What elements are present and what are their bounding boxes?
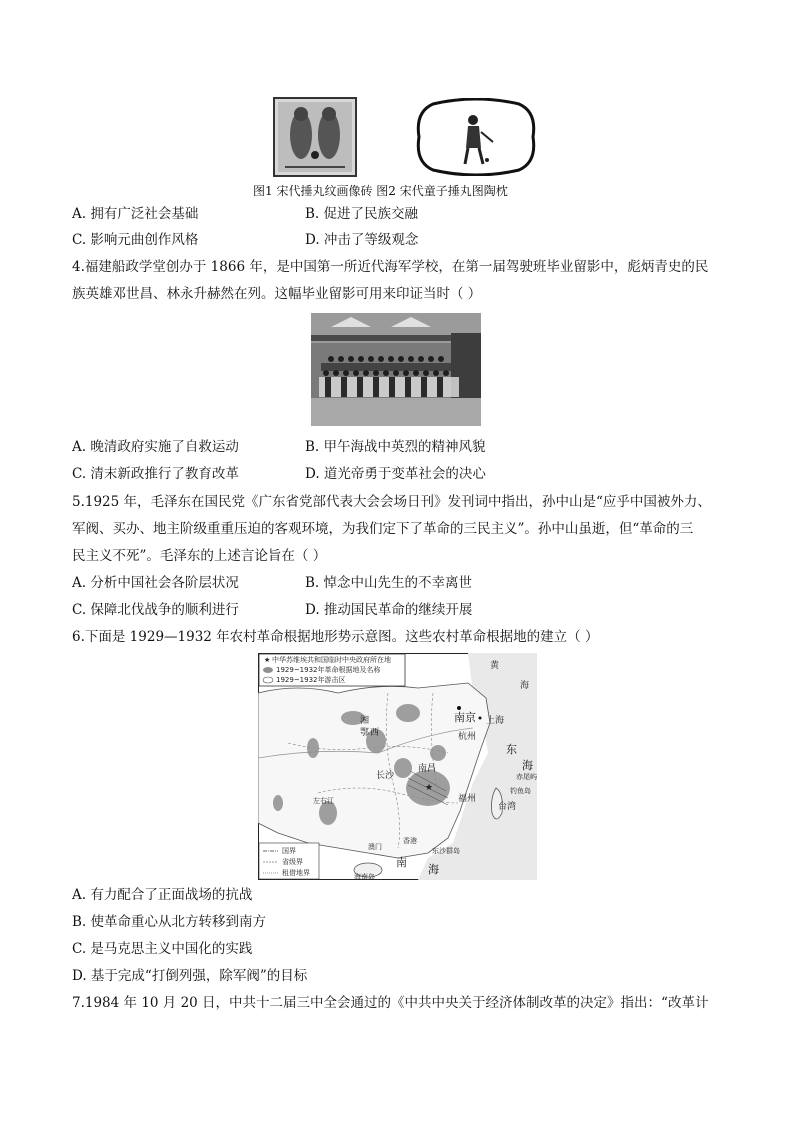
q5-option-d: D. 推动国民革命的继续开展 bbox=[305, 602, 473, 618]
shanghai-dot bbox=[479, 717, 482, 720]
figures-caption: 图1 宋代捶丸纹画像砖 图2 宋代童子捶丸图陶枕 bbox=[253, 184, 508, 198]
q4-option-c: C. 清末新政推行了教育改革 bbox=[72, 466, 239, 482]
legend-star-icon: ★ bbox=[264, 656, 271, 664]
label-chiwei: 赤尾屿 bbox=[516, 773, 537, 781]
label-hongkong: 香港 bbox=[403, 837, 417, 845]
legend-base-swatch bbox=[263, 667, 273, 673]
q5-option-c: C. 保障北伐战争的顺利进行 bbox=[72, 602, 239, 618]
label-xiang: 湘 bbox=[360, 716, 370, 726]
q3-option-a: A. 拥有广泛社会基础 bbox=[72, 206, 199, 222]
brick-relief-image bbox=[273, 97, 357, 177]
legend-item-3: 1929~1932年游击区 bbox=[276, 676, 346, 684]
legend-border-label: 国界 bbox=[282, 847, 296, 855]
q4-stem-line-1: 4.福建船政学堂创办于 1866 年，是中国第一所近代海军学校，在第一届驾驶班毕业留影中，彪炳青史的民 bbox=[72, 259, 709, 275]
q6-option-c: C. 是马克思主义中国化的实践 bbox=[72, 941, 253, 957]
label-diaoyu: 钓鱼岛 bbox=[510, 787, 531, 795]
label-nanjing: 南京 bbox=[454, 711, 476, 724]
label-dongsha: 东沙群岛 bbox=[432, 847, 460, 855]
label-hainan: 海南岛 bbox=[354, 873, 375, 880]
legend-lease-label: 租借地界 bbox=[282, 869, 310, 877]
label-nanhai-2: 海 bbox=[428, 863, 439, 876]
q3-option-d: D. 冲击了等级观念 bbox=[305, 232, 419, 248]
q5-option-b: B. 悼念中山先生的不幸离世 bbox=[305, 575, 473, 591]
q5-stem-line-2: 军阀、买办、地主阶级重重压迫的客观环境，为我们定下了革命的三民主义”。孙中山虽逝，但“革命的三 bbox=[72, 521, 694, 537]
legend-item-1: 中华苏维埃共和国临时中央政府所在地 bbox=[272, 656, 391, 664]
label-taiwan: 台湾 bbox=[498, 802, 517, 812]
q5-stem-line-3: 民主义不死”。毛泽东的上述言论旨在（ ） bbox=[72, 548, 327, 564]
group-photo-image bbox=[311, 313, 481, 426]
figure-2-pillow bbox=[413, 98, 539, 176]
q3-option-c: C. 影响元曲创作风格 bbox=[72, 232, 199, 248]
label-xi: 西 bbox=[370, 728, 380, 738]
q4-stem-line-2: 族英雄邓世昌、林永升赫然在列。这幅毕业留影可用来印证当时（ ） bbox=[72, 286, 482, 302]
graduation-photo bbox=[311, 313, 481, 426]
q7-stem-line-1: 7.1984 年 10 月 20 日，中共十二届三中全会通过的《中共中央关于经济体制改革的决定》指出：“改革计 bbox=[72, 995, 709, 1011]
label-huanghai-2: 海 bbox=[520, 681, 530, 691]
label-e: 鄂 bbox=[360, 728, 370, 738]
ceramic-pillow-image bbox=[413, 98, 539, 176]
label-donghai-2: 海 bbox=[522, 759, 533, 772]
legend-province-label: 省级界 bbox=[282, 858, 303, 866]
q4-option-d: D. 道光帝勇于变革社会的决心 bbox=[305, 466, 486, 482]
label-donghai: 东 bbox=[506, 743, 517, 756]
label-nanhai: 南 bbox=[396, 856, 407, 869]
legend-item-2: 1929~1932年革命根据地及名称 bbox=[276, 666, 381, 674]
label-hangzhou: 杭州 bbox=[458, 732, 477, 742]
map-svg bbox=[258, 653, 537, 880]
q5-stem-line-1: 5.1925 年，毛泽东在国民党《广东省党部代表大会会场日刊》发刊词中指出，孙中山是“应乎中国被外力、 bbox=[72, 494, 711, 510]
q6-option-d: D. 基于完成“打倒列强，除军阀”的目标 bbox=[72, 968, 308, 984]
nanjing-dot bbox=[457, 706, 461, 710]
label-changsha: 长沙 bbox=[376, 771, 395, 781]
label-huanghai: 黄 bbox=[490, 661, 500, 671]
figure-1-brick bbox=[273, 97, 357, 177]
label-shanghai: 上海 bbox=[486, 716, 505, 726]
label-nanchang: 南昌 bbox=[418, 764, 437, 774]
label-fuzhou: 福州 bbox=[458, 794, 477, 804]
label-macau: 澳门 bbox=[368, 843, 382, 851]
label-zuoyoujiang: 左右江 bbox=[313, 797, 334, 805]
q6-stem-line-1: 6.下面是 1929—1932 年农村革命根据地形势示意图。这些农村革命根据地的建立（ ） bbox=[72, 629, 599, 645]
q4-option-a: A. 晚清政府实施了自救运动 bbox=[72, 439, 239, 455]
q6-option-a: A. 有力配合了正面战场的抗战 bbox=[72, 887, 253, 903]
q6-option-b: B. 使革命重心从北方转移到南方 bbox=[72, 914, 267, 930]
q4-option-b: B. 甲午海战中英烈的精神风貌 bbox=[305, 439, 486, 455]
capital-star-icon: ★ bbox=[425, 783, 434, 793]
revolutionary-bases-map bbox=[258, 653, 537, 880]
q5-option-a: A. 分析中国社会各阶层状况 bbox=[72, 575, 239, 591]
q3-option-b: B. 促进了民族交融 bbox=[305, 206, 419, 222]
